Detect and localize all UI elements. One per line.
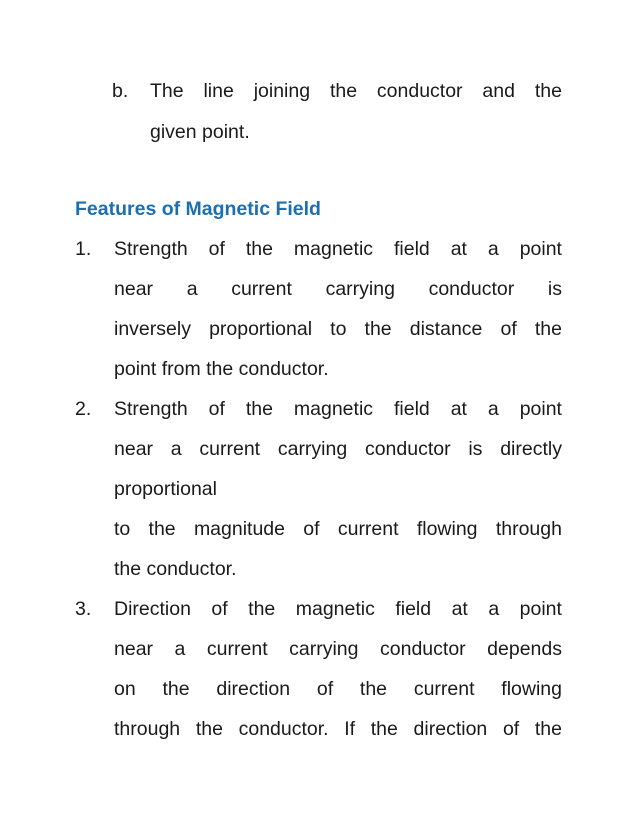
word: the [370, 718, 398, 740]
word: to [114, 518, 131, 540]
list-marker-3: 3. [75, 598, 92, 620]
word: proportional [209, 318, 313, 340]
word: and [482, 80, 515, 102]
word: magnetic [293, 238, 374, 260]
item-2-line-5: the conductor. [114, 558, 237, 580]
word: point [519, 238, 562, 260]
word: Direction [114, 598, 191, 620]
item-1-line-2 [114, 277, 562, 301]
word: Strength [114, 238, 188, 260]
word: depends [487, 638, 562, 660]
item-3-line-4 [114, 717, 562, 741]
word: the [534, 318, 562, 340]
list-marker-2: 2. [75, 398, 92, 420]
word: conductor [380, 638, 466, 660]
word: conductor. [238, 718, 329, 740]
item-3-line-3 [114, 677, 562, 701]
item-1-line-3 [114, 317, 562, 341]
word: to [330, 318, 347, 340]
word: the [245, 238, 273, 260]
item-2-line-2 [114, 437, 562, 461]
word: magnetic [295, 598, 375, 620]
word: a [487, 398, 499, 420]
word: direction [413, 718, 488, 740]
item-3-line-2 [114, 637, 562, 661]
word: of [208, 238, 225, 260]
word: at [450, 398, 467, 420]
word: direction [216, 678, 291, 700]
word: point [519, 598, 562, 620]
word: the [359, 678, 388, 700]
word: carrying [325, 278, 395, 300]
section-heading: Features of Magnetic Field [75, 198, 321, 220]
word: the [534, 80, 562, 102]
list-marker-1: 1. [75, 238, 92, 260]
word: at [451, 598, 468, 620]
word: carrying [277, 438, 348, 460]
word: current [199, 438, 261, 460]
word: near [114, 278, 154, 300]
word: through [114, 718, 181, 740]
word: of [500, 318, 517, 340]
word: current [413, 678, 475, 700]
word: The [150, 80, 184, 102]
word: the [364, 318, 392, 340]
word: field [393, 238, 430, 260]
word: current [206, 638, 268, 660]
word: near [114, 438, 154, 460]
word: through [495, 518, 562, 540]
word: near [114, 638, 154, 660]
word: conductor [364, 438, 451, 460]
word: the [329, 80, 358, 102]
word: point [519, 398, 562, 420]
word: of [316, 678, 334, 700]
word: the [248, 598, 276, 620]
word: on [114, 678, 136, 700]
word: a [174, 638, 186, 660]
word: the [534, 718, 562, 740]
word: inversely [114, 318, 191, 340]
word: distance [409, 318, 483, 340]
word: is [468, 438, 483, 460]
word: of [502, 718, 520, 740]
word: directly [500, 438, 562, 460]
word: joining [253, 80, 311, 102]
word: Strength [114, 398, 188, 420]
word: field [395, 598, 432, 620]
word: conductor [428, 278, 515, 300]
sub-item-b-line-2: given point. [150, 121, 250, 143]
item-1-line-1 [114, 237, 562, 261]
word: of [208, 398, 225, 420]
word: the [148, 518, 176, 540]
item-1-line-4: point from the conductor. [114, 358, 329, 380]
word: flowing [501, 678, 562, 700]
word: a [186, 278, 198, 300]
word: of [303, 518, 320, 540]
word: conductor [376, 80, 463, 102]
word: a [487, 238, 499, 260]
word: the [195, 718, 223, 740]
item-2-line-4 [114, 517, 562, 541]
word: at [450, 238, 467, 260]
word: a [170, 438, 182, 460]
word: the [162, 678, 190, 700]
word: magnetic [293, 398, 374, 420]
sub-item-b-line-1 [150, 79, 562, 103]
word: magnitude [193, 518, 286, 540]
sub-item-b-marker: b. [112, 80, 129, 102]
word: carrying [289, 638, 359, 660]
item-2-line-1 [114, 397, 562, 421]
word: a [488, 598, 500, 620]
word: flowing [416, 518, 478, 540]
word: of [211, 598, 228, 620]
word: line [203, 80, 234, 102]
word: current [337, 518, 399, 540]
word: field [393, 398, 430, 420]
item-3-line-1 [114, 597, 562, 621]
item-2-line-3: proportional [114, 478, 217, 500]
word: current [231, 278, 292, 300]
word: If [344, 718, 356, 740]
word: the [245, 398, 273, 420]
word: is [547, 278, 562, 300]
